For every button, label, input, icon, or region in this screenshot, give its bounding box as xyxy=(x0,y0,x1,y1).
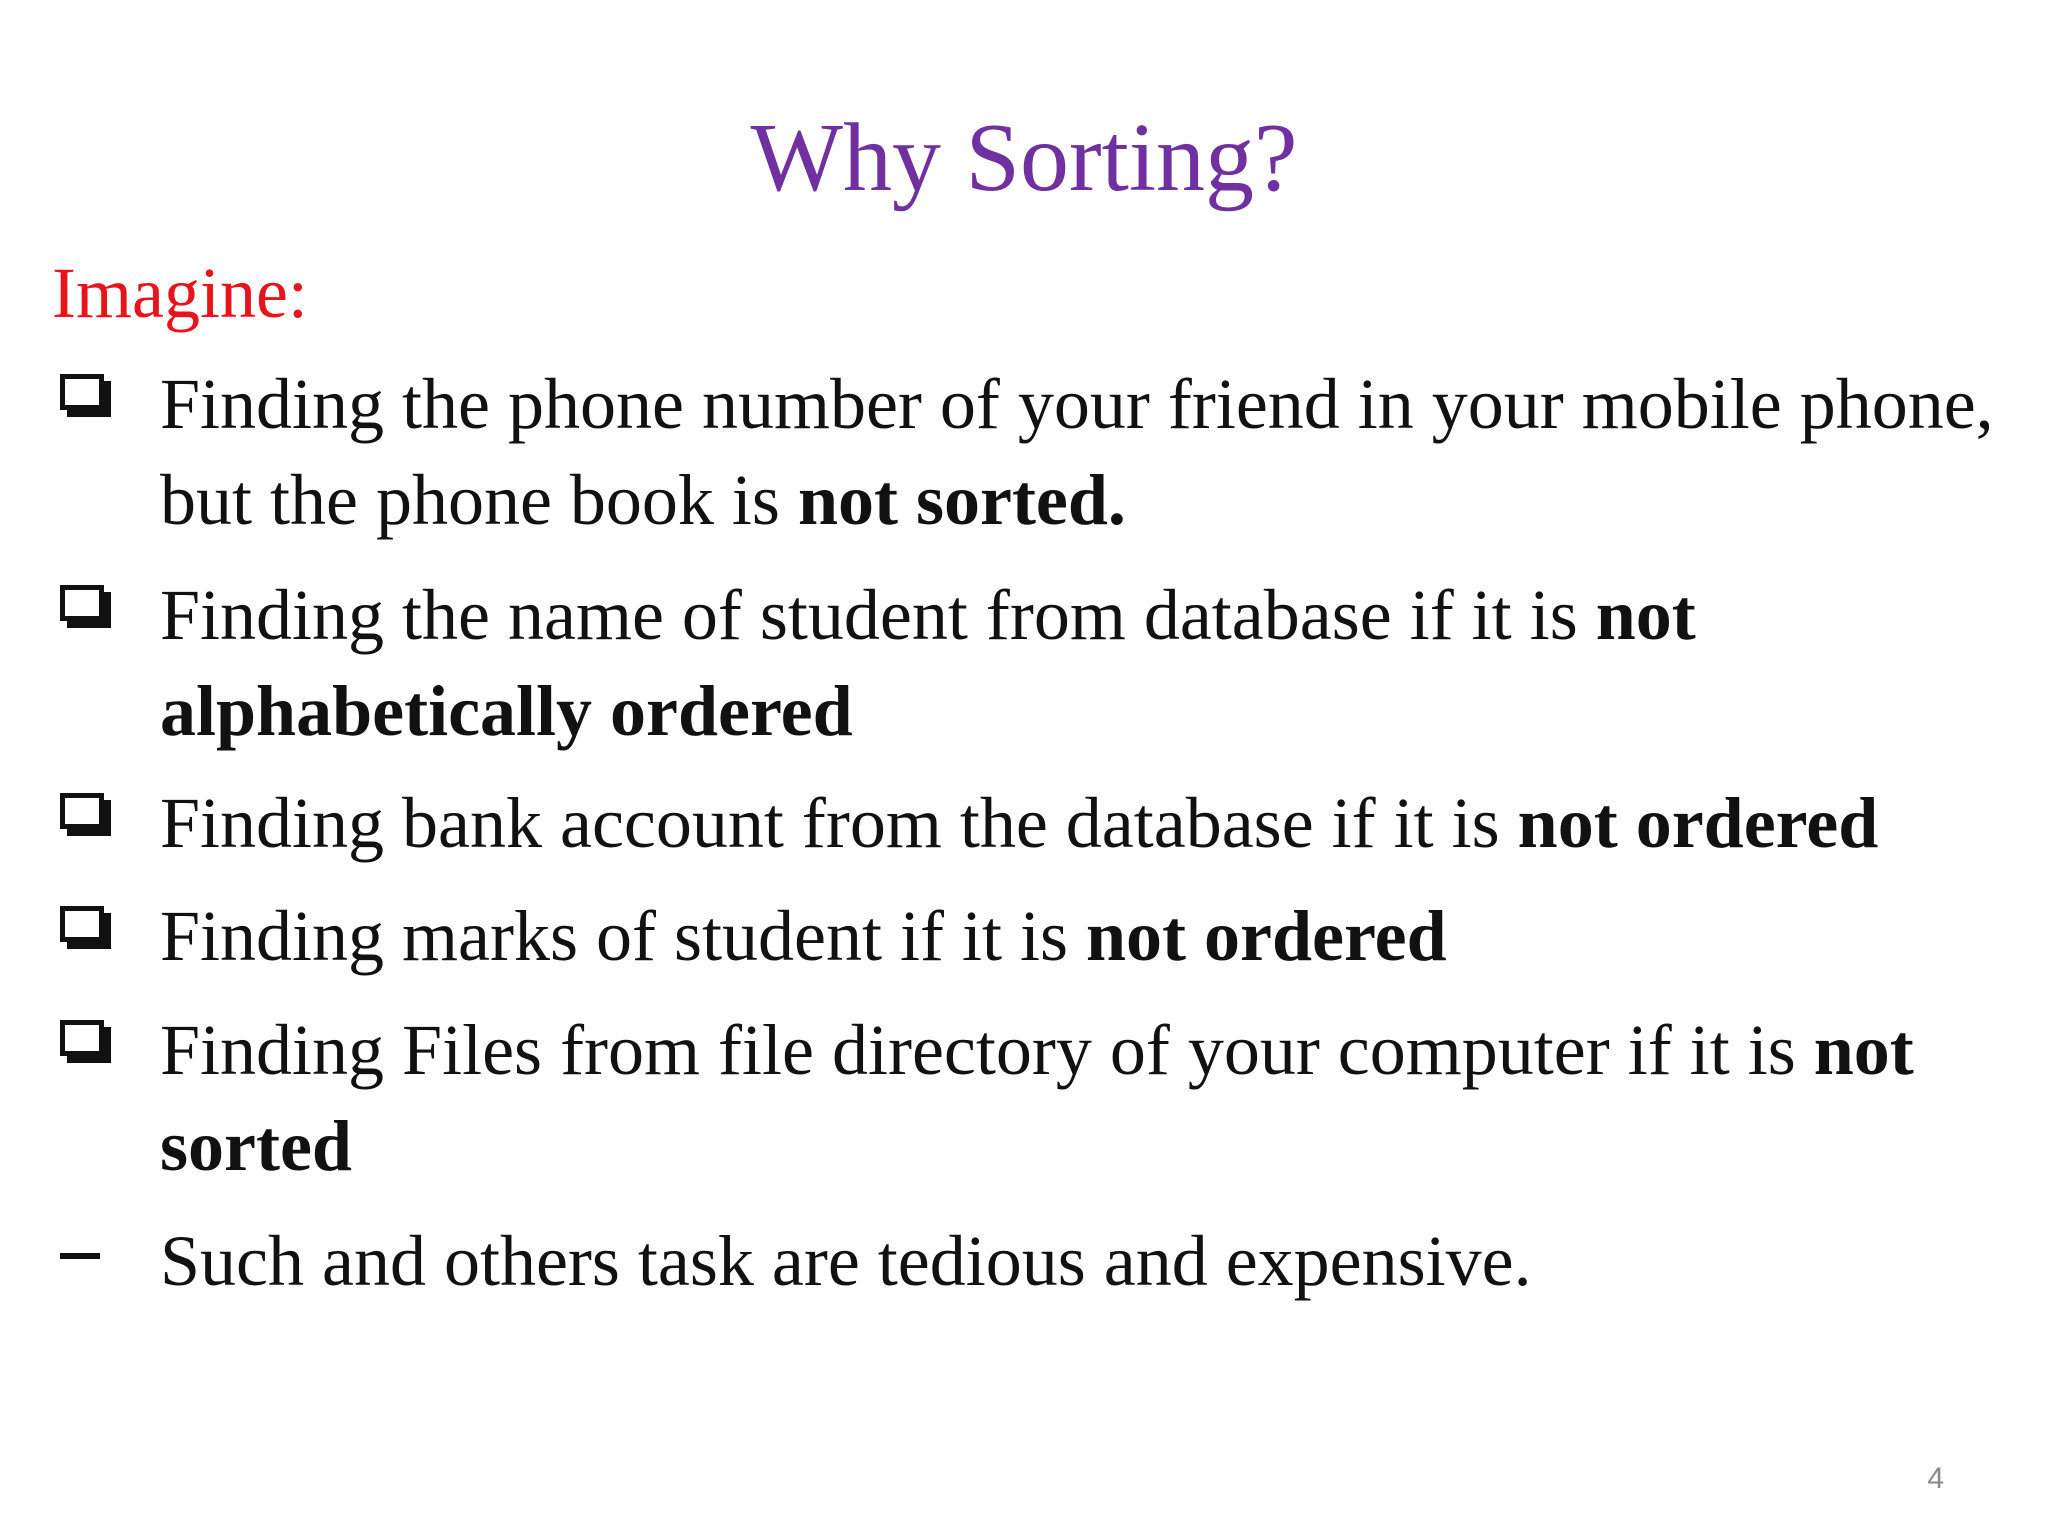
checkbox-icon xyxy=(60,793,104,829)
list-item-emphasis: not sorted. xyxy=(797,460,1126,540)
slide-title: Why Sorting? xyxy=(750,104,1298,212)
intro-label: Imagine: xyxy=(52,253,308,333)
list-item-text xyxy=(160,356,2020,548)
list-item-text xyxy=(160,1002,2020,1194)
list-item-body: Such and others task are tedious and expensive. xyxy=(160,1221,1532,1301)
list-item-emphasis: not ordered xyxy=(1085,896,1447,976)
list-item-body: Finding Files from file directory of your computer if it is xyxy=(160,1010,1814,1090)
list-item-text xyxy=(160,567,2020,759)
list-item-body: Finding marks of student if it is xyxy=(160,896,1086,976)
dash-icon xyxy=(60,1253,100,1259)
checkbox-icon xyxy=(60,1020,104,1056)
list-item-text xyxy=(160,775,2020,871)
checkbox-icon xyxy=(60,585,104,621)
page-number: 4 xyxy=(1927,1462,1944,1495)
list-item-text xyxy=(160,888,2020,984)
checkbox-icon xyxy=(60,374,104,410)
checkbox-icon xyxy=(60,906,104,942)
list-item-emphasis: not sorted xyxy=(160,1010,1914,1186)
list-item-emphasis: not ordered xyxy=(1517,783,1879,863)
list-item-text xyxy=(160,1213,2020,1309)
list-item-body: Finding the phone number of your friend in your mobile phone, but the phone book is xyxy=(160,364,1994,540)
list-item-body: Finding bank account from the database if it is xyxy=(160,783,1518,863)
list-item-body: Finding the name of student from database if it is xyxy=(160,575,1596,655)
list-item-emphasis: not alphabetically ordered xyxy=(160,575,1696,751)
